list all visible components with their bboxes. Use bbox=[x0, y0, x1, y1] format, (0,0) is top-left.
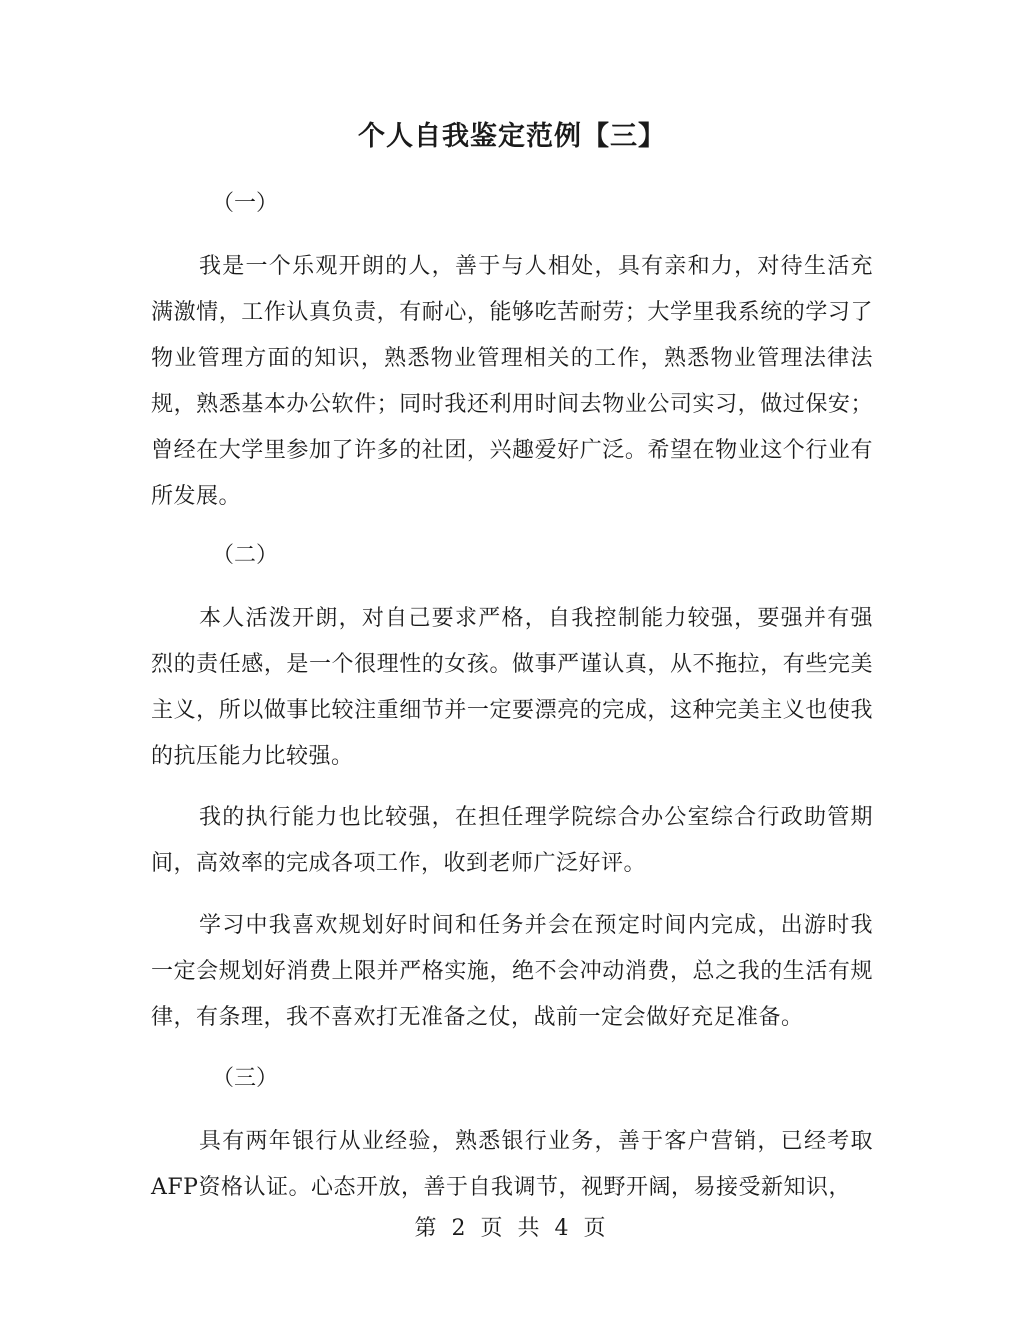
page-number-footer: 第 2 页 共 4 页 bbox=[414, 1216, 610, 1241]
paragraph-1: 我是一个乐观开朗的人，善于与人相处，具有亲和力，对待生活充满激情，工作认真负责，有耐心，能够吃苦耐劳；大学里我系统的学习了物业管理方面的知识，熟悉物业管理相关的工作，熟悉物业管理法律法规，熟悉基本办公软件；同时我还利用时间去物业公司实习，做过保安；曾经在大学里参加了许多的社团，兴趣爱好广泛。希望在物业这个行业有所发展。 bbox=[151, 254, 873, 509]
section-label-1: （一） bbox=[212, 191, 279, 216]
paragraph-3: 我的执行能力也比较强，在担任理学院综合办公室综合行政助管期间，高效率的完成各项工作，收到老师广泛好评。 bbox=[151, 805, 873, 876]
section-label-3: （三） bbox=[212, 1066, 279, 1091]
paragraph-4: 学习中我喜欢规划好时间和任务并会在预定时间内完成，出游时我一定会规划好消费上限并严格实施，绝不会冲动消费，总之我的生活有规律，有条理，我不喜欢打无准备之仗，战前一定会做好充足准备。 bbox=[151, 913, 873, 1030]
document-title: 个人自我鉴定范例【三】 bbox=[358, 121, 666, 152]
paragraph-2: 本人活泼开朗，对自己要求严格，自我控制能力较强，要强并有强烈的责任感，是一个很理性的女孩。做事严谨认真，从不拖拉，有些完美主义，所以做事比较注重细节并一定要漂亮的完成，这种完美主义也使我的抗压能力比较强。 bbox=[151, 606, 873, 769]
paragraph-5: 具有两年银行从业经验，熟悉银行业务，善于客户营销，已经考取AFP资格认证。心态开放，善于自我调节，视野开阔，易接受新知识， bbox=[151, 1129, 873, 1200]
section-label-2: （二） bbox=[212, 543, 279, 568]
